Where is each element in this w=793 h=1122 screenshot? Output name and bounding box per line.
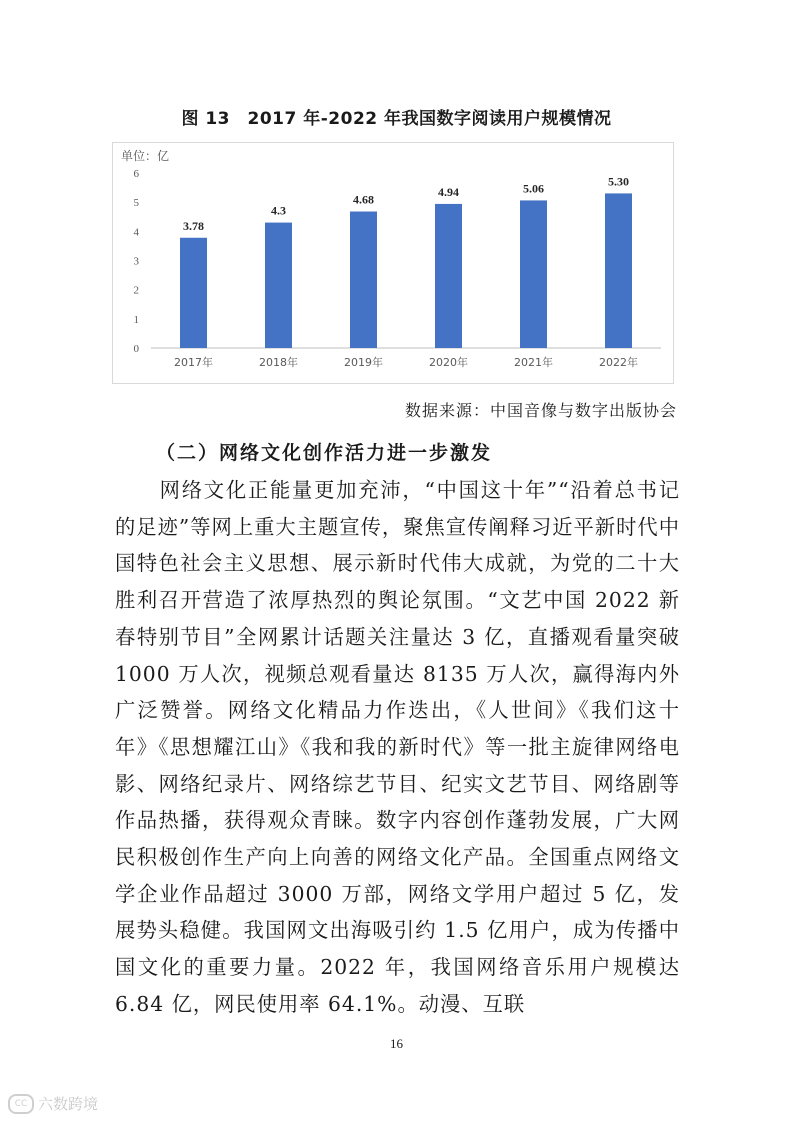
watermark-text: 六数跨境	[38, 1095, 99, 1113]
data-label: 5.06	[523, 181, 544, 196]
page-number: 16	[390, 1036, 403, 1051]
figure-title: 图 13 2017 年-2022 年我国数字阅读用户规模情况	[181, 109, 612, 129]
watermark	[8, 1093, 98, 1114]
chart-unit-label: 单位：亿	[121, 149, 170, 163]
data-label: 4.68	[353, 192, 374, 207]
data-label: 4.94	[438, 184, 459, 199]
y-tick-label: 5	[133, 197, 139, 210]
y-tick-label: 4	[133, 226, 139, 239]
bar	[435, 204, 462, 348]
y-tick-label: 2	[133, 284, 139, 297]
x-tick-label: 2017年	[174, 356, 213, 369]
y-tick-label: 1	[133, 313, 139, 326]
body-paragraph: 网络文化正能量更加充沛，“中国这十年”“沿着总书记的足迹”等网上重大主题宣传，聚焦宣传阐释习近平新时代中国特色社会主义思想、展示新时代伟大成就，为党的二十大胜利召开营造了浓厚热烈的舆论氛围。“文艺中国 2022 新春特别节目”全网累计话题关注量达 3 亿，直播观看量突破 1000 万人次，视频总观看量达 8135 万人次，赢得海内外广泛赞誉。网络文化精品力作迭出，《人世间》《我们这十年》《思想耀江山》《我和我的新时代》等一批主旋律网络电影、网络纪录片、网络综艺节目、纪实文艺节目、网络剧等作品热播，获得观众青睐。数字内容创作蓬勃发展，广大网民积极创作生产向上向善的网络文化产品。全国重点网络文学企业作品超过 3000 万部，网络文学用户超过 5 亿，发展势头稳健。我国网文出海吸引约 1.5 亿用户，成为传播中国文化的重要力量。2022 年，我国网络音乐用户规模达 6.84 亿，网民使用率 64.1%。动漫、互联	[115, 478, 680, 1016]
logo-icon: CC	[8, 1094, 34, 1114]
figure-source: 数据来源：中国音像与数字出版协会	[404, 401, 677, 420]
bar	[180, 238, 207, 348]
bar-chart	[112, 142, 674, 384]
y-tick-label: 0	[133, 343, 139, 355]
x-tick-label: 2021年	[514, 356, 553, 369]
bar	[605, 193, 632, 348]
bar	[265, 223, 292, 348]
data-label: 3.78	[183, 218, 204, 233]
y-tick-label: 6	[133, 168, 139, 180]
x-tick-label: 2020年	[429, 356, 468, 369]
data-label: 4.3	[271, 203, 286, 218]
section-heading: （二）网络文化创作活力进一步激发	[156, 442, 493, 464]
y-tick-label: 3	[133, 255, 139, 268]
bar	[520, 200, 547, 348]
x-tick-label: 2018年	[259, 356, 298, 369]
chart-canvas	[113, 143, 673, 383]
data-label: 5.30	[608, 174, 629, 189]
bar	[350, 212, 377, 349]
x-tick-label: 2019年	[344, 356, 383, 369]
x-tick-label: 2022年	[599, 356, 638, 369]
